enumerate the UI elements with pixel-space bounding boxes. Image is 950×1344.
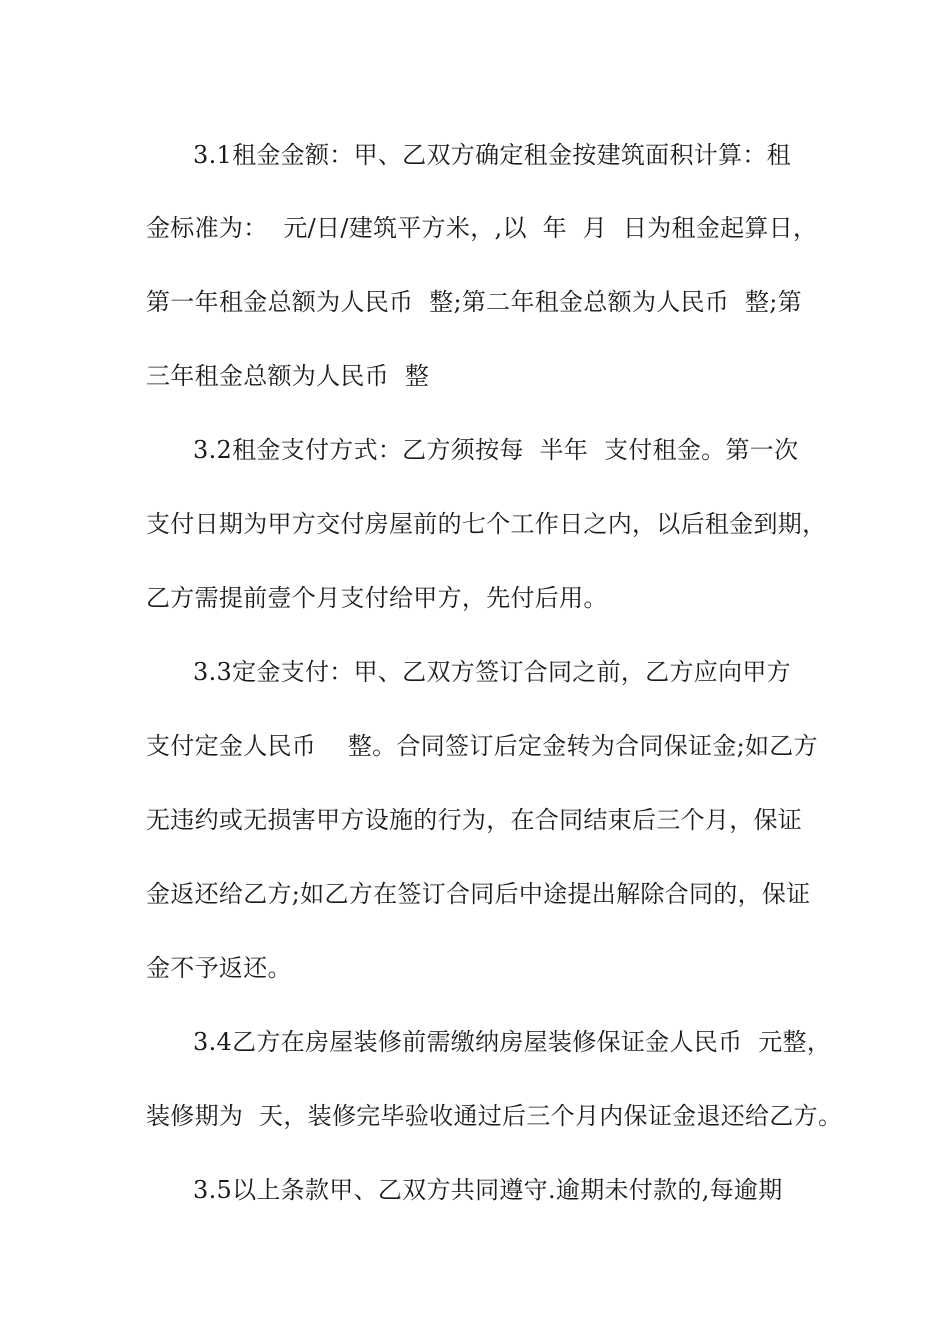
clause-3-3-line-3: 无违约或无损害甲方设施的行为，在合同结束后三个月，保证 — [146, 806, 803, 834]
clause-3-4-line-2: 装修期为 天，装修完毕验收通过后三个月内保证金退还给乙方。 — [146, 1102, 843, 1130]
clause-3-5-line-1: 3.5以上条款甲、乙双方共同遵守.逾期未付款的,每逾期 — [193, 1176, 783, 1204]
clause-3-3-line-2: 支付定金人民币 整。合同签订后定金转为合同保证金;如乙方 — [146, 732, 818, 760]
clause-3-3-line-1: 3.3定金支付：甲、乙双方签订合同之前，乙方应向甲方 — [193, 658, 791, 686]
clause-3-4-line-1: 3.4乙方在房屋装修前需缴纳房屋装修保证金人民币 元整， — [193, 1028, 832, 1056]
clause-3-1-line-1: 3.1租金金额：甲、乙双方确定租金按建筑面积计算：租 — [193, 141, 791, 169]
clause-3-3-line-5: 金不予返还。 — [146, 954, 292, 982]
clause-3-1-line-4: 三年租金总额为人民币 整 — [146, 362, 430, 390]
clause-3-1-line-2: 金标准为： 元/日/建筑平方米，,以 年 月 日为租金起算日， — [146, 214, 818, 242]
clause-3-2-line-1: 3.2租金支付方式：乙方须按每 半年 支付租金。第一次 — [193, 436, 799, 464]
clause-3-2-line-2: 支付日期为甲方交付房屋前的七个工作日之内，以后租金到期， — [146, 510, 827, 538]
clause-3-3-line-4: 金返还给乙方;如乙方在签订合同后中途提出解除合同的，保证 — [146, 880, 811, 908]
clause-3-2-line-3: 乙方需提前壹个月支付给甲方，先付后用。 — [146, 584, 608, 612]
clause-3-1-line-3: 第一年租金总额为人民币 整;第二年租金总额为人民币 整;第 — [146, 288, 802, 316]
